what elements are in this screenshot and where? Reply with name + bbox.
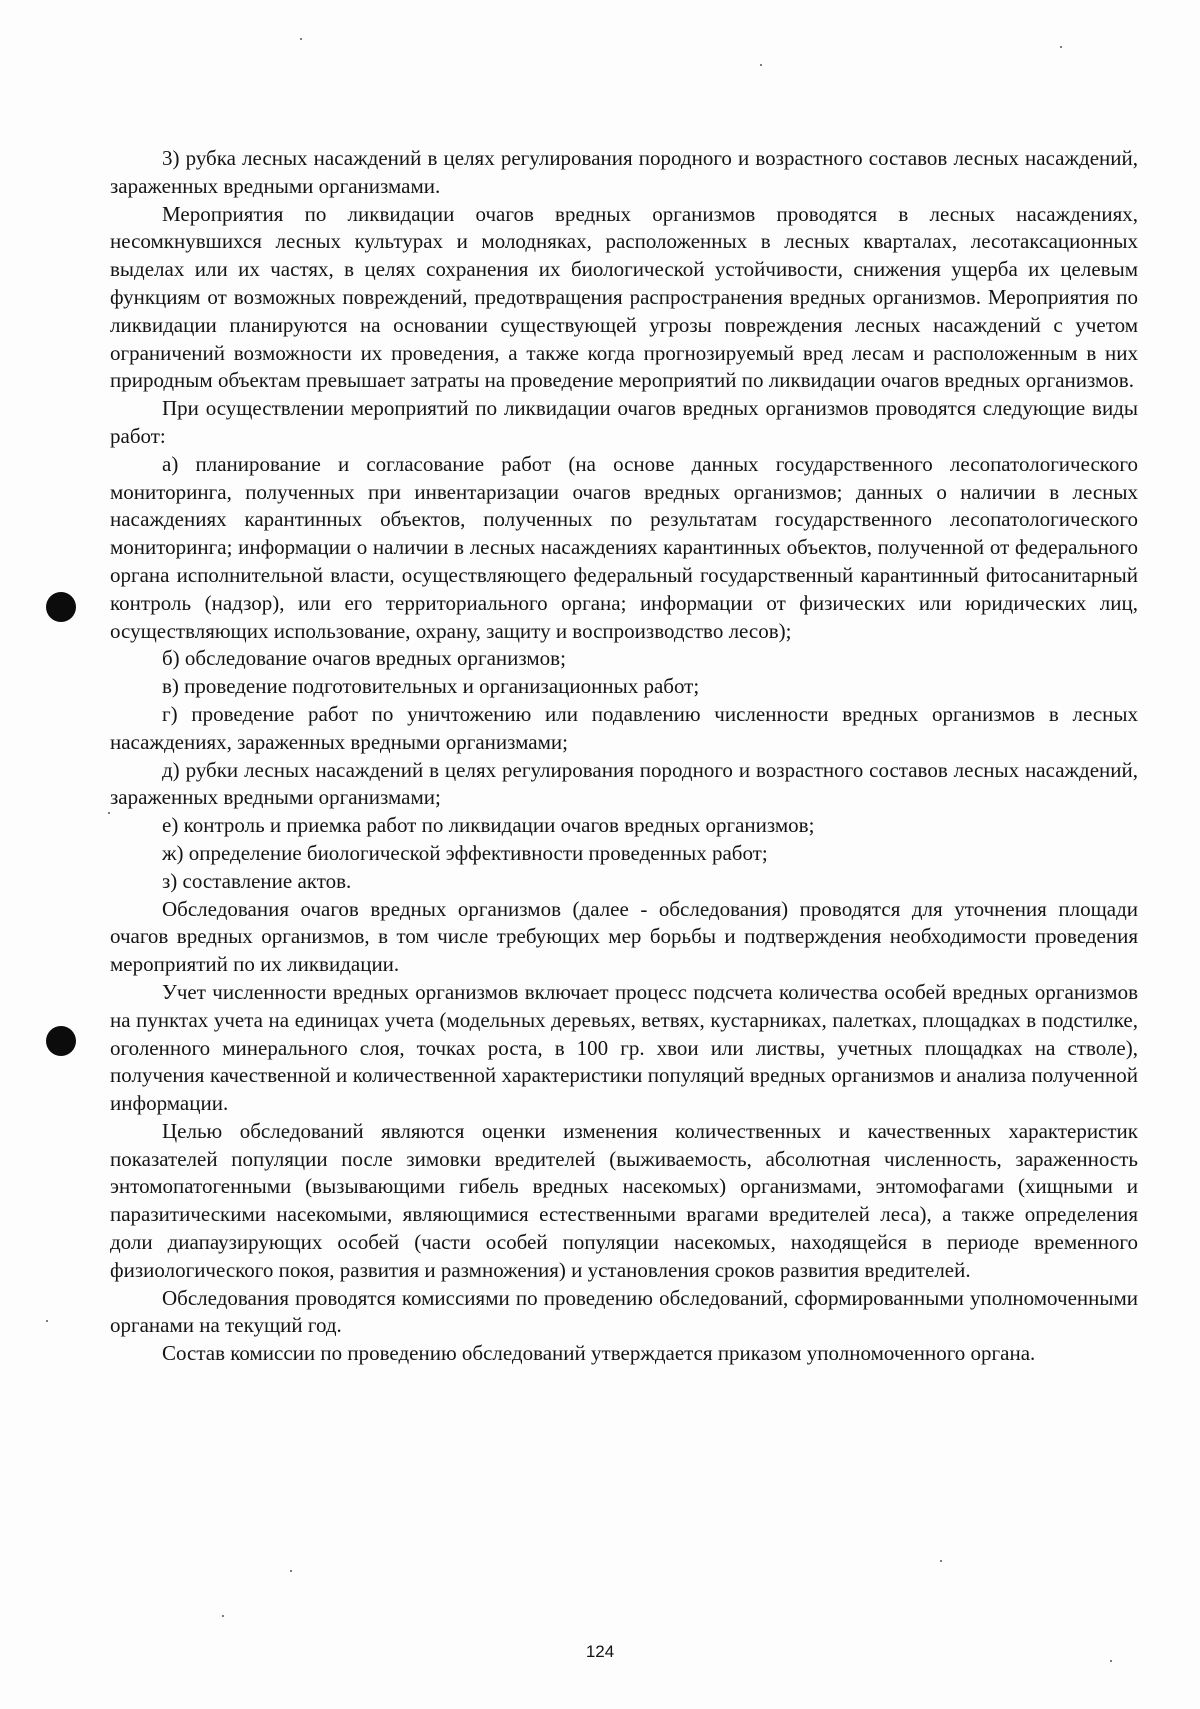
scan-speck (1060, 46, 1062, 48)
paragraph: Обследования очагов вредных организмов (далее - обследования) проводятся для уточнения площади очагов вредных организмов, в том числе требующих мер борьбы и подтверждения необходимости проведения мероприятий по их ликвидации. (110, 896, 1138, 977)
list-item: д) рубки лесных насаждений в целях регулирования породного и возрастного составов лесных насаждений, зараженных вредными организмами; (110, 757, 1138, 810)
scan-speck (940, 1560, 942, 1562)
paragraph: Состав комиссии по проведению обследований утверждается приказом уполномоченного органа. (162, 1341, 1036, 1366)
scan-speck (760, 64, 762, 66)
list-item: б) обследование очагов вредных организмов; (162, 646, 566, 671)
paragraph: Мероприятия по ликвидации очагов вредных организмов проводятся в лесных насаждениях, несомкнувшихся лесных культурах и молодняках, расположенных в лесных кварталах, лесотаксационных выделах или их частях, в целях сохранения их биологической устойчивости, снижения ущерба их целевым функциям от возможных повреждений, предотвращения распространения вредных организмов. Мероприятия по ликвидации планируются на основании существующей угрозы повреждения лесных насаждений с учетом ограничений возможности их проведения, а также когда прогнозируемый вред лесам и расположенным в них природным объектам превышает затраты на проведение мероприятий по ликвидации очагов вредных организмов. (110, 201, 1138, 393)
paragraph: Целью обследований являются оценки изменения количественных и качественных характеристик показателей популяции после зимовки вредителей (выживаемость, абсолютная численность, зараженность энтомопатогенными (вызывающими гибель вредных насекомых) организмами, энтомофагами (хищными и паразитическими насекомыми, являющимися естественными врагами вредителей леса), а также определения доли диапаузирующих особей (части особей популяции насекомых, находящейся в периоде временного физиологического покоя, развития и размножения) и установления сроков развития вредителей. (110, 1118, 1138, 1282)
scan-speck (46, 1320, 48, 1322)
scan-speck (290, 1570, 292, 1572)
paragraph: Учет численности вредных организмов включает процесс подсчета количества особей вредных организмов на пунктах учета на единицах учета (модельных деревьях, ветвях, кустарниках, палетках, площадках в подстилке, оголенного минерального слоя, точках роста, в 100 гр. хвои или листвы, учетных площадках на стволе), получения качественной и количественной характеристики популяций вредных организмов и анализа полученной информации. (110, 979, 1138, 1116)
list-item: в) проведение подготовительных и организационных работ; (162, 674, 700, 699)
list-item: г) проведение работ по уничтожению или подавлению численности вредных организмов в лесных насаждениях, зараженных вредными организмами; (110, 701, 1138, 754)
scan-speck (222, 1615, 224, 1617)
punch-hole-mark (46, 1026, 76, 1056)
list-item: з) составление актов. (162, 868, 352, 893)
paragraph: При осуществлении мероприятий по ликвидации очагов вредных организмов проводятся следующие виды работ: (110, 396, 1138, 448)
list-item: а) планирование и согласование работ (на основе данных государственного лесопатологического мониторинга, полученных при инвентаризации очагов вредных организмов; данных о наличии в лесных насаждениях карантинных объектов, полученных по результатам государственного лесопатологического мониторинга; информации о наличии в лесных насаждениях карантинных объектов, полученной от федерального органа исполнительной власти, осуществляющего федеральный государственный карантинный фитосанитарный контроль (надзор), или его территориального органа; информации от физических или юридических лиц, осуществляющих использование, охрану, защиту и воспроизводство лесов); (110, 451, 1138, 643)
punch-hole-mark (46, 592, 76, 622)
paragraph: 3) рубка лесных насаждений в целях регулирования породного и возрастного составов лесных насаждений, зараженных вредными организмами. (110, 146, 1138, 198)
list-item: ж) определение биологической эффективности проведенных работ; (162, 840, 768, 865)
page-number: 124 (585, 1642, 615, 1661)
paragraph: Обследования проводятся комиссиями по проведению обследований, сформированными уполномоченными органами на текущий год. (110, 1285, 1138, 1338)
list-item: е) контроль и приемка работ по ликвидации очагов вредных организмов; (162, 813, 815, 838)
scan-speck (300, 38, 302, 40)
document-body (110, 145, 1138, 1368)
